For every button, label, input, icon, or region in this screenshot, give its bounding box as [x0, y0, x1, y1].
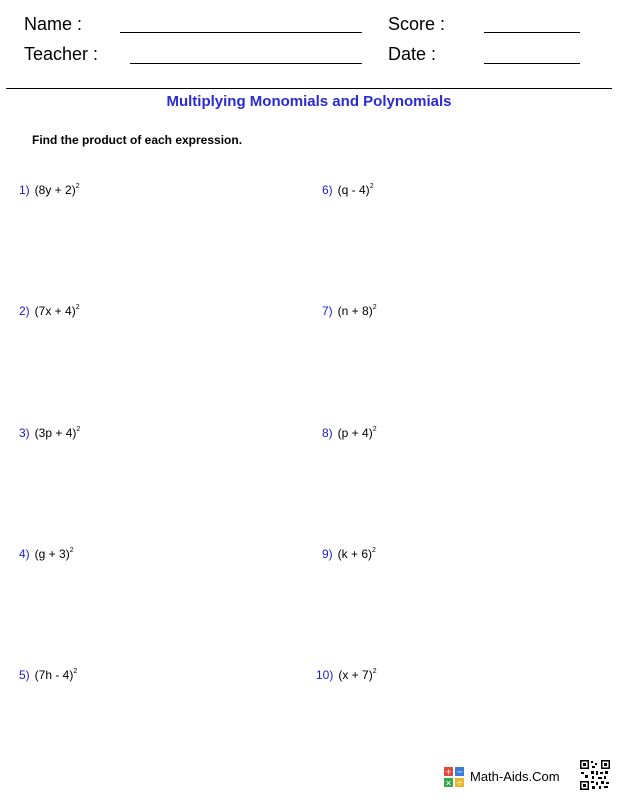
qr-code-icon [580, 760, 610, 790]
problem-6 [322, 426, 377, 440]
problem-5 [19, 426, 80, 440]
problem-number: 1) [19, 183, 30, 197]
name-label: Name : [24, 14, 83, 34]
name-field[interactable] [120, 32, 362, 33]
problem-number: 10) [316, 668, 334, 682]
problem-8 [322, 547, 376, 561]
problem-number: 5) [19, 668, 30, 682]
teacher-label: Teacher : [24, 44, 99, 64]
problem-exponent: 2 [372, 547, 376, 554]
problem-expression: (n + 8) [337, 304, 373, 318]
problem-expression: (q - 4) [337, 183, 370, 197]
score-field[interactable] [484, 32, 580, 33]
problem-exponent: 2 [73, 668, 78, 675]
problem-expression: (k + 6) [337, 547, 373, 561]
problem-3 [19, 304, 80, 318]
problem-7 [19, 547, 74, 561]
svg-text:÷: ÷ [456, 778, 463, 787]
svg-text:−: − [456, 767, 463, 777]
instructions: Find the product of each expression. [32, 133, 243, 147]
problem-exponent: 2 [69, 547, 74, 554]
problem-expression: (p + 4) [337, 426, 373, 440]
date-label: Date : [388, 44, 437, 64]
problem-exponent: 2 [372, 426, 377, 433]
problem-number: 2) [19, 304, 30, 318]
problem-number: 3) [19, 426, 30, 440]
problem-expression: (7h - 4) [34, 668, 74, 682]
problem-number: 6) [322, 183, 333, 197]
problem-expression: (7x + 4) [34, 304, 76, 318]
problem-exponent: 2 [75, 183, 80, 190]
problem-number: 9) [322, 547, 333, 561]
problem-expression: (x + 7) [338, 668, 373, 682]
date-field[interactable] [484, 63, 580, 64]
teacher-field[interactable] [130, 63, 362, 64]
problem-exponent: 2 [76, 426, 81, 433]
problem-exponent: 2 [369, 183, 374, 190]
header-divider [6, 88, 612, 89]
problem-number: 7) [322, 304, 333, 318]
problem-4 [322, 304, 377, 318]
svg-text:×: × [445, 778, 452, 787]
problem-number: 4) [19, 547, 30, 561]
problem-1 [19, 183, 80, 197]
brand [444, 766, 560, 788]
problem-2 [322, 183, 374, 197]
svg-text:+: + [445, 767, 452, 777]
score-label: Score : [388, 14, 446, 34]
problem-expression: (8y + 2) [34, 183, 76, 197]
problem-expression: (g + 3) [34, 547, 70, 561]
problem-10 [316, 668, 377, 682]
problem-exponent: 2 [372, 304, 377, 311]
worksheet-title: Multiplying Monomials and Polynomials [166, 93, 452, 110]
problem-expression: (3p + 4) [34, 426, 77, 440]
brand-text[interactable]: Math-Aids.Com [470, 769, 560, 784]
calculator-icon [444, 767, 464, 787]
problem-exponent: 2 [75, 304, 80, 311]
problem-9 [19, 668, 77, 682]
problem-number: 8) [322, 426, 333, 440]
problem-exponent: 2 [372, 668, 377, 675]
